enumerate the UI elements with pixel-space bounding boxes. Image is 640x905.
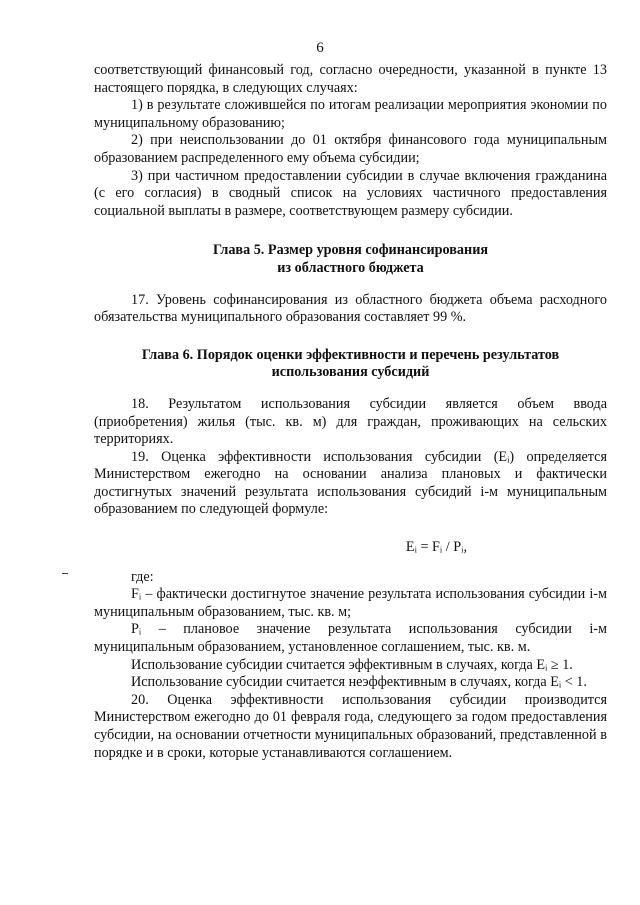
paragraph-19: 19. Оценка эффективности использования субсидии (Eᵢ) определяется Министерством ежегодно на основании анализа плановых и фактически достигнутых значений результата использования субсидий i-м муниципальным образованием по следующей формуле: [94, 448, 607, 518]
chapter-6-title-line2: использования субсидий [271, 364, 430, 381]
formula-where: где: [131, 568, 154, 585]
chapter-5-title-line2: из областного бюджета [277, 259, 424, 276]
page-content [94, 62, 607, 762]
definition-f: Fᵢ – фактически достигнутое значение результата использования субсидии i-м муниципальным образованием, тыс. кв. м; [94, 586, 607, 620]
paragraph-20: 20. Оценка эффективности использования субсидии производится Министерством ежегодно до 01 февраля года, следующего за годом предоставления субсидии, на основании отчетности муниципальных образований, представленной в порядке и в сроки, которые устанавливаются соглашением. [94, 691, 607, 761]
paragraph-18: 18. Результатом использования субсидии является объем ввода (приобретения) жилья (тыс. кв. м) для граждан, проживающих на сельских территориях. [94, 395, 607, 448]
chapter-5-heading [94, 242, 607, 277]
ineffective-condition: Использование субсидии считается неэффективным в случаях, когда Eᵢ < 1. [131, 674, 587, 691]
paragraph-17: 17. Уровень софинансирования из областного бюджета объема расходного обязательства муниципального образования составляет 99 %. [94, 291, 607, 326]
chapter-6-title-line1: Глава 6. Порядок оценки эффективности и перечень результатов [141, 346, 560, 363]
paragraph-continuation: соответствующий финансовый год, согласно очередности, указанной в пункте 13 настоящего порядка, в следующих случаях: [94, 62, 607, 96]
chapter-5-title-line1: Глава 5. Размер уровня софинансирования [212, 242, 489, 259]
page-number: 6 [316, 40, 324, 56]
list-item-2: 2) при неиспользовании до 01 октября финансового года муниципальным образованием распределенного ему объема субсидии; [94, 132, 607, 166]
efficiency-formula: Eᵢ = Fᵢ / Pᵢ, [405, 539, 467, 556]
definition-p: Pᵢ – плановое значение результата использования субсидии i-м муниципальным образованием, установленное соглашением, тыс. кв. м. [94, 621, 607, 656]
chapter-6-heading [94, 347, 607, 382]
list-item-1: 1) в результате сложившейся по итогам реализации мероприятия экономии по муниципальному образованию; [94, 97, 607, 131]
margin-mark [62, 573, 68, 574]
effective-condition: Использование субсидии считается эффективным в случаях, когда Eᵢ ≥ 1. [131, 656, 573, 673]
list-item-3: 3) при частичном предоставлении субсидии в случае включения гражданина (с его согласия) в сводный список на условиях частичного предоставления социальной выплаты в размере, соответствующем размеру субсидии. [94, 167, 607, 219]
